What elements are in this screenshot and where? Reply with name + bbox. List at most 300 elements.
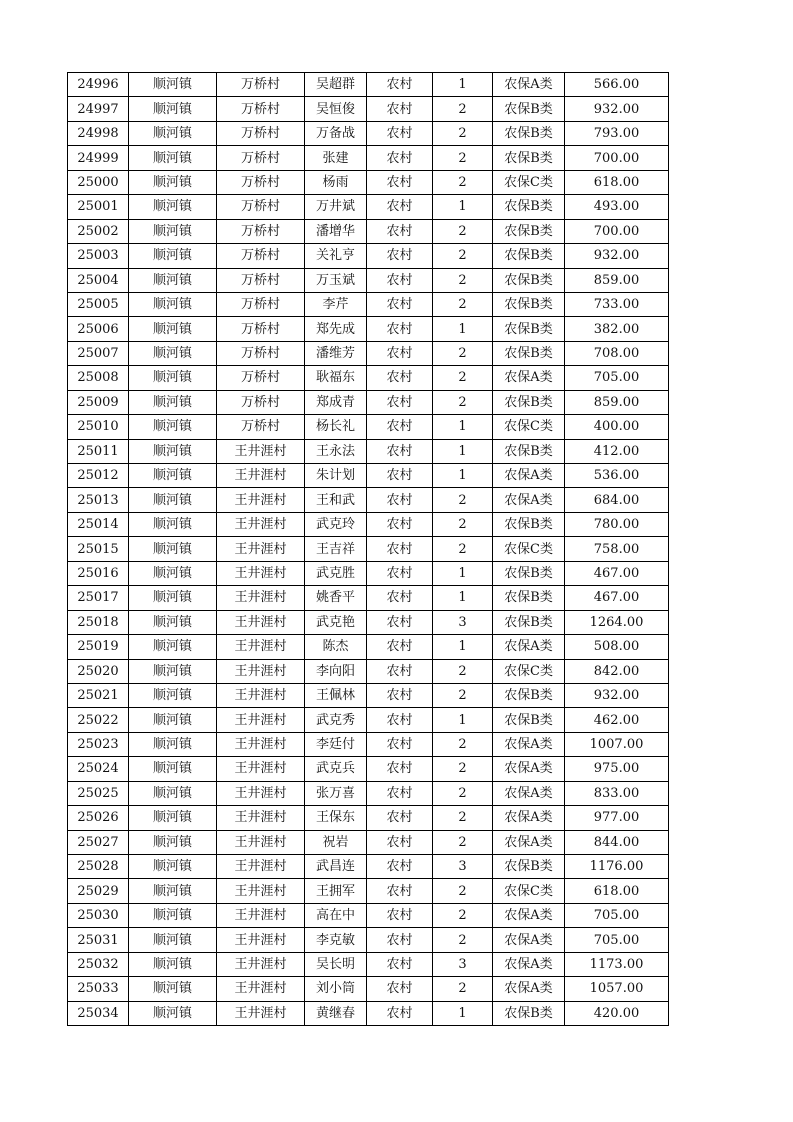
- cell-amount: 493.00: [565, 195, 669, 219]
- table-row: [68, 464, 669, 488]
- cell-type: 农村: [367, 219, 433, 243]
- cell-category: 农保B类: [493, 512, 565, 536]
- table-row: [68, 73, 669, 97]
- cell-type: 农村: [367, 659, 433, 683]
- cell-category: 农保B类: [493, 292, 565, 316]
- cell-name: 武克秀: [305, 708, 367, 732]
- cell-amount: 467.00: [565, 561, 669, 585]
- cell-name: 吴长明: [305, 952, 367, 976]
- cell-name: 武昌连: [305, 855, 367, 879]
- cell-name: 武克胜: [305, 561, 367, 585]
- table-row: [68, 855, 669, 879]
- cell-village: 王井涯村: [217, 683, 305, 707]
- cell-id: 25005: [68, 292, 129, 316]
- cell-type: 农村: [367, 439, 433, 463]
- cell-amount: 684.00: [565, 488, 669, 512]
- cell-id: 25021: [68, 683, 129, 707]
- cell-name: 耿福东: [305, 366, 367, 390]
- table-row: [68, 317, 669, 341]
- table-row: [68, 635, 669, 659]
- cell-id: 25018: [68, 610, 129, 634]
- table-row: [68, 219, 669, 243]
- cell-count: 1: [433, 439, 493, 463]
- cell-name: 万井斌: [305, 195, 367, 219]
- cell-count: 1: [433, 464, 493, 488]
- cell-name: 郑成青: [305, 390, 367, 414]
- cell-id: 25011: [68, 439, 129, 463]
- table-row: [68, 806, 669, 830]
- cell-name: 万备战: [305, 121, 367, 145]
- table-row: [68, 903, 669, 927]
- cell-count: 2: [433, 879, 493, 903]
- cell-amount: 1264.00: [565, 610, 669, 634]
- table-row: [68, 928, 669, 952]
- cell-town: 顺河镇: [129, 561, 217, 585]
- cell-amount: 382.00: [565, 317, 669, 341]
- cell-village: 万桥村: [217, 195, 305, 219]
- cell-category: 农保A类: [493, 635, 565, 659]
- cell-town: 顺河镇: [129, 537, 217, 561]
- cell-village: 王井涯村: [217, 952, 305, 976]
- cell-id: 25012: [68, 464, 129, 488]
- cell-category: 农保A类: [493, 366, 565, 390]
- cell-amount: 462.00: [565, 708, 669, 732]
- table-row: [68, 732, 669, 756]
- cell-amount: 1057.00: [565, 977, 669, 1001]
- cell-count: 2: [433, 659, 493, 683]
- cell-category: 农保A类: [493, 488, 565, 512]
- cell-count: 1: [433, 708, 493, 732]
- cell-category: 农保B类: [493, 195, 565, 219]
- cell-type: 农村: [367, 415, 433, 439]
- cell-category: 农保B类: [493, 97, 565, 121]
- cell-category: 农保A类: [493, 806, 565, 830]
- cell-type: 农村: [367, 586, 433, 610]
- cell-town: 顺河镇: [129, 341, 217, 365]
- cell-town: 顺河镇: [129, 488, 217, 512]
- table-row: [68, 366, 669, 390]
- cell-id: 25024: [68, 757, 129, 781]
- table-row: [68, 439, 669, 463]
- cell-village: 王井涯村: [217, 659, 305, 683]
- cell-town: 顺河镇: [129, 439, 217, 463]
- cell-name: 王保东: [305, 806, 367, 830]
- cell-town: 顺河镇: [129, 610, 217, 634]
- cell-id: 25014: [68, 512, 129, 536]
- cell-village: 万桥村: [217, 121, 305, 145]
- table-body: [68, 73, 669, 1026]
- cell-category: 农保A类: [493, 781, 565, 805]
- cell-count: 2: [433, 219, 493, 243]
- cell-count: 2: [433, 341, 493, 365]
- cell-count: 1: [433, 73, 493, 97]
- cell-name: 姚香平: [305, 586, 367, 610]
- cell-amount: 420.00: [565, 1001, 669, 1025]
- cell-name: 杨长礼: [305, 415, 367, 439]
- cell-category: 农保B类: [493, 146, 565, 170]
- cell-type: 农村: [367, 146, 433, 170]
- cell-id: 25031: [68, 928, 129, 952]
- cell-count: 2: [433, 830, 493, 854]
- table-row: [68, 146, 669, 170]
- cell-id: 25032: [68, 952, 129, 976]
- cell-type: 农村: [367, 537, 433, 561]
- cell-category: 农保A类: [493, 464, 565, 488]
- cell-village: 万桥村: [217, 366, 305, 390]
- table-row: [68, 977, 669, 1001]
- cell-village: 王井涯村: [217, 488, 305, 512]
- cell-amount: 412.00: [565, 439, 669, 463]
- cell-amount: 932.00: [565, 683, 669, 707]
- cell-village: 王井涯村: [217, 537, 305, 561]
- cell-id: 25004: [68, 268, 129, 292]
- cell-category: 农保A类: [493, 928, 565, 952]
- cell-id: 25016: [68, 561, 129, 585]
- cell-count: 2: [433, 488, 493, 512]
- cell-count: 3: [433, 610, 493, 634]
- cell-name: 关礼亨: [305, 244, 367, 268]
- cell-amount: 844.00: [565, 830, 669, 854]
- cell-name: 武克艳: [305, 610, 367, 634]
- table-row: [68, 244, 669, 268]
- cell-id: 25008: [68, 366, 129, 390]
- cell-category: 农保A类: [493, 903, 565, 927]
- table-row: [68, 830, 669, 854]
- cell-name: 张万喜: [305, 781, 367, 805]
- cell-id: 25017: [68, 586, 129, 610]
- cell-name: 王拥军: [305, 879, 367, 903]
- cell-id: 25026: [68, 806, 129, 830]
- cell-name: 王永法: [305, 439, 367, 463]
- cell-count: 1: [433, 195, 493, 219]
- cell-count: 1: [433, 317, 493, 341]
- cell-type: 农村: [367, 1001, 433, 1025]
- cell-name: 郑先成: [305, 317, 367, 341]
- table-row: [68, 268, 669, 292]
- cell-town: 顺河镇: [129, 659, 217, 683]
- cell-count: 2: [433, 390, 493, 414]
- cell-amount: 536.00: [565, 464, 669, 488]
- cell-town: 顺河镇: [129, 244, 217, 268]
- cell-amount: 859.00: [565, 268, 669, 292]
- cell-name: 黄继春: [305, 1001, 367, 1025]
- cell-town: 顺河镇: [129, 97, 217, 121]
- cell-type: 农村: [367, 806, 433, 830]
- cell-village: 王井涯村: [217, 635, 305, 659]
- cell-type: 农村: [367, 610, 433, 634]
- cell-id: 25010: [68, 415, 129, 439]
- table-row: [68, 586, 669, 610]
- cell-town: 顺河镇: [129, 781, 217, 805]
- cell-category: 农保A类: [493, 757, 565, 781]
- cell-id: 25019: [68, 635, 129, 659]
- cell-count: 1: [433, 1001, 493, 1025]
- table-row: [68, 195, 669, 219]
- cell-town: 顺河镇: [129, 292, 217, 316]
- cell-id: 25030: [68, 903, 129, 927]
- cell-name: 王和武: [305, 488, 367, 512]
- cell-village: 王井涯村: [217, 757, 305, 781]
- cell-amount: 400.00: [565, 415, 669, 439]
- cell-id: 24996: [68, 73, 129, 97]
- cell-category: 农保B类: [493, 855, 565, 879]
- cell-type: 农村: [367, 121, 433, 145]
- table-row: [68, 708, 669, 732]
- cell-village: 王井涯村: [217, 439, 305, 463]
- cell-name: 张建: [305, 146, 367, 170]
- cell-amount: 780.00: [565, 512, 669, 536]
- cell-id: 25009: [68, 390, 129, 414]
- cell-amount: 859.00: [565, 390, 669, 414]
- cell-category: 农保B类: [493, 439, 565, 463]
- cell-town: 顺河镇: [129, 928, 217, 952]
- cell-village: 王井涯村: [217, 830, 305, 854]
- cell-amount: 705.00: [565, 903, 669, 927]
- cell-count: 2: [433, 292, 493, 316]
- table-row: [68, 683, 669, 707]
- cell-village: 王井涯村: [217, 464, 305, 488]
- cell-category: 农保C类: [493, 415, 565, 439]
- cell-name: 高在中: [305, 903, 367, 927]
- cell-type: 农村: [367, 488, 433, 512]
- cell-town: 顺河镇: [129, 977, 217, 1001]
- cell-amount: 932.00: [565, 244, 669, 268]
- cell-amount: 566.00: [565, 73, 669, 97]
- cell-village: 万桥村: [217, 146, 305, 170]
- cell-count: 2: [433, 977, 493, 1001]
- table-row: [68, 537, 669, 561]
- cell-amount: 975.00: [565, 757, 669, 781]
- cell-type: 农村: [367, 195, 433, 219]
- cell-name: 王吉祥: [305, 537, 367, 561]
- cell-village: 王井涯村: [217, 512, 305, 536]
- cell-town: 顺河镇: [129, 219, 217, 243]
- cell-type: 农村: [367, 708, 433, 732]
- cell-amount: 833.00: [565, 781, 669, 805]
- cell-type: 农村: [367, 781, 433, 805]
- cell-type: 农村: [367, 390, 433, 414]
- cell-category: 农保B类: [493, 219, 565, 243]
- cell-town: 顺河镇: [129, 390, 217, 414]
- cell-type: 农村: [367, 268, 433, 292]
- cell-town: 顺河镇: [129, 146, 217, 170]
- cell-village: 王井涯村: [217, 928, 305, 952]
- cell-village: 万桥村: [217, 415, 305, 439]
- cell-category: 农保B类: [493, 708, 565, 732]
- cell-count: 2: [433, 244, 493, 268]
- cell-category: 农保A类: [493, 73, 565, 97]
- cell-type: 农村: [367, 977, 433, 1001]
- table-row: [68, 1001, 669, 1025]
- cell-village: 万桥村: [217, 219, 305, 243]
- data-table: [67, 72, 669, 1026]
- cell-type: 农村: [367, 683, 433, 707]
- cell-category: 农保B类: [493, 683, 565, 707]
- cell-town: 顺河镇: [129, 366, 217, 390]
- cell-count: 2: [433, 732, 493, 756]
- cell-id: 25015: [68, 537, 129, 561]
- cell-village: 万桥村: [217, 97, 305, 121]
- cell-id: 25002: [68, 219, 129, 243]
- cell-type: 农村: [367, 170, 433, 194]
- cell-village: 万桥村: [217, 341, 305, 365]
- cell-name: 祝岩: [305, 830, 367, 854]
- cell-town: 顺河镇: [129, 806, 217, 830]
- table-row: [68, 415, 669, 439]
- cell-town: 顺河镇: [129, 1001, 217, 1025]
- cell-type: 农村: [367, 317, 433, 341]
- cell-category: 农保C类: [493, 659, 565, 683]
- cell-type: 农村: [367, 366, 433, 390]
- cell-type: 农村: [367, 73, 433, 97]
- cell-town: 顺河镇: [129, 830, 217, 854]
- cell-name: 杨雨: [305, 170, 367, 194]
- table-row: [68, 659, 669, 683]
- table-row: [68, 341, 669, 365]
- cell-type: 农村: [367, 635, 433, 659]
- cell-name: 刘小筒: [305, 977, 367, 1001]
- cell-amount: 700.00: [565, 219, 669, 243]
- table-row: [68, 879, 669, 903]
- cell-town: 顺河镇: [129, 268, 217, 292]
- cell-count: 1: [433, 635, 493, 659]
- cell-count: 2: [433, 366, 493, 390]
- cell-id: 25022: [68, 708, 129, 732]
- cell-amount: 793.00: [565, 121, 669, 145]
- cell-category: 农保B类: [493, 586, 565, 610]
- cell-amount: 758.00: [565, 537, 669, 561]
- cell-count: 2: [433, 170, 493, 194]
- cell-village: 王井涯村: [217, 1001, 305, 1025]
- cell-village: 王井涯村: [217, 806, 305, 830]
- cell-amount: 1173.00: [565, 952, 669, 976]
- cell-village: 王井涯村: [217, 561, 305, 585]
- cell-village: 万桥村: [217, 73, 305, 97]
- table-row: [68, 610, 669, 634]
- table-row: [68, 390, 669, 414]
- cell-town: 顺河镇: [129, 195, 217, 219]
- cell-village: 王井涯村: [217, 610, 305, 634]
- cell-type: 农村: [367, 830, 433, 854]
- cell-category: 农保B类: [493, 1001, 565, 1025]
- cell-town: 顺河镇: [129, 73, 217, 97]
- cell-name: 李廷付: [305, 732, 367, 756]
- cell-id: 24998: [68, 121, 129, 145]
- cell-town: 顺河镇: [129, 683, 217, 707]
- cell-name: 李向阳: [305, 659, 367, 683]
- cell-amount: 467.00: [565, 586, 669, 610]
- cell-name: 武克玲: [305, 512, 367, 536]
- cell-count: 1: [433, 415, 493, 439]
- cell-id: 25013: [68, 488, 129, 512]
- cell-id: 24997: [68, 97, 129, 121]
- cell-count: 2: [433, 757, 493, 781]
- cell-type: 农村: [367, 757, 433, 781]
- cell-count: 2: [433, 903, 493, 927]
- cell-type: 农村: [367, 903, 433, 927]
- cell-name: 王佩林: [305, 683, 367, 707]
- cell-town: 顺河镇: [129, 317, 217, 341]
- cell-village: 王井涯村: [217, 855, 305, 879]
- cell-town: 顺河镇: [129, 170, 217, 194]
- cell-count: 2: [433, 537, 493, 561]
- cell-amount: 705.00: [565, 928, 669, 952]
- cell-category: 农保B类: [493, 121, 565, 145]
- table-row: [68, 170, 669, 194]
- cell-category: 农保C类: [493, 879, 565, 903]
- cell-name: 李芹: [305, 292, 367, 316]
- cell-amount: 1176.00: [565, 855, 669, 879]
- cell-id: 25023: [68, 732, 129, 756]
- cell-id: 25007: [68, 341, 129, 365]
- cell-town: 顺河镇: [129, 121, 217, 145]
- cell-amount: 705.00: [565, 366, 669, 390]
- cell-type: 农村: [367, 879, 433, 903]
- cell-town: 顺河镇: [129, 855, 217, 879]
- cell-id: 25006: [68, 317, 129, 341]
- cell-town: 顺河镇: [129, 732, 217, 756]
- cell-village: 王井涯村: [217, 586, 305, 610]
- cell-category: 农保C类: [493, 170, 565, 194]
- cell-amount: 618.00: [565, 879, 669, 903]
- cell-category: 农保B类: [493, 268, 565, 292]
- cell-count: 2: [433, 121, 493, 145]
- cell-id: 25029: [68, 879, 129, 903]
- cell-town: 顺河镇: [129, 512, 217, 536]
- cell-id: 25027: [68, 830, 129, 854]
- cell-name: 潘维芳: [305, 341, 367, 365]
- cell-category: 农保B类: [493, 561, 565, 585]
- cell-count: 1: [433, 586, 493, 610]
- cell-category: 农保C类: [493, 537, 565, 561]
- cell-type: 农村: [367, 512, 433, 536]
- cell-town: 顺河镇: [129, 757, 217, 781]
- cell-id: 25034: [68, 1001, 129, 1025]
- cell-category: 农保A类: [493, 977, 565, 1001]
- cell-village: 万桥村: [217, 170, 305, 194]
- cell-id: 25025: [68, 781, 129, 805]
- cell-name: 吴恒俊: [305, 97, 367, 121]
- cell-amount: 733.00: [565, 292, 669, 316]
- cell-type: 农村: [367, 928, 433, 952]
- cell-id: 25000: [68, 170, 129, 194]
- table-row: [68, 121, 669, 145]
- cell-village: 王井涯村: [217, 781, 305, 805]
- cell-amount: 932.00: [565, 97, 669, 121]
- cell-count: 2: [433, 146, 493, 170]
- cell-village: 王井涯村: [217, 732, 305, 756]
- cell-village: 万桥村: [217, 268, 305, 292]
- cell-name: 万玉斌: [305, 268, 367, 292]
- cell-category: 农保B类: [493, 610, 565, 634]
- cell-id: 25001: [68, 195, 129, 219]
- cell-town: 顺河镇: [129, 635, 217, 659]
- cell-id: 25033: [68, 977, 129, 1001]
- cell-category: 农保B类: [493, 390, 565, 414]
- cell-type: 农村: [367, 952, 433, 976]
- cell-town: 顺河镇: [129, 952, 217, 976]
- cell-amount: 618.00: [565, 170, 669, 194]
- cell-id: 25020: [68, 659, 129, 683]
- cell-id: 24999: [68, 146, 129, 170]
- cell-type: 农村: [367, 97, 433, 121]
- table-row: [68, 512, 669, 536]
- cell-count: 3: [433, 952, 493, 976]
- cell-count: 3: [433, 855, 493, 879]
- cell-count: 2: [433, 806, 493, 830]
- cell-category: 农保A类: [493, 732, 565, 756]
- cell-amount: 977.00: [565, 806, 669, 830]
